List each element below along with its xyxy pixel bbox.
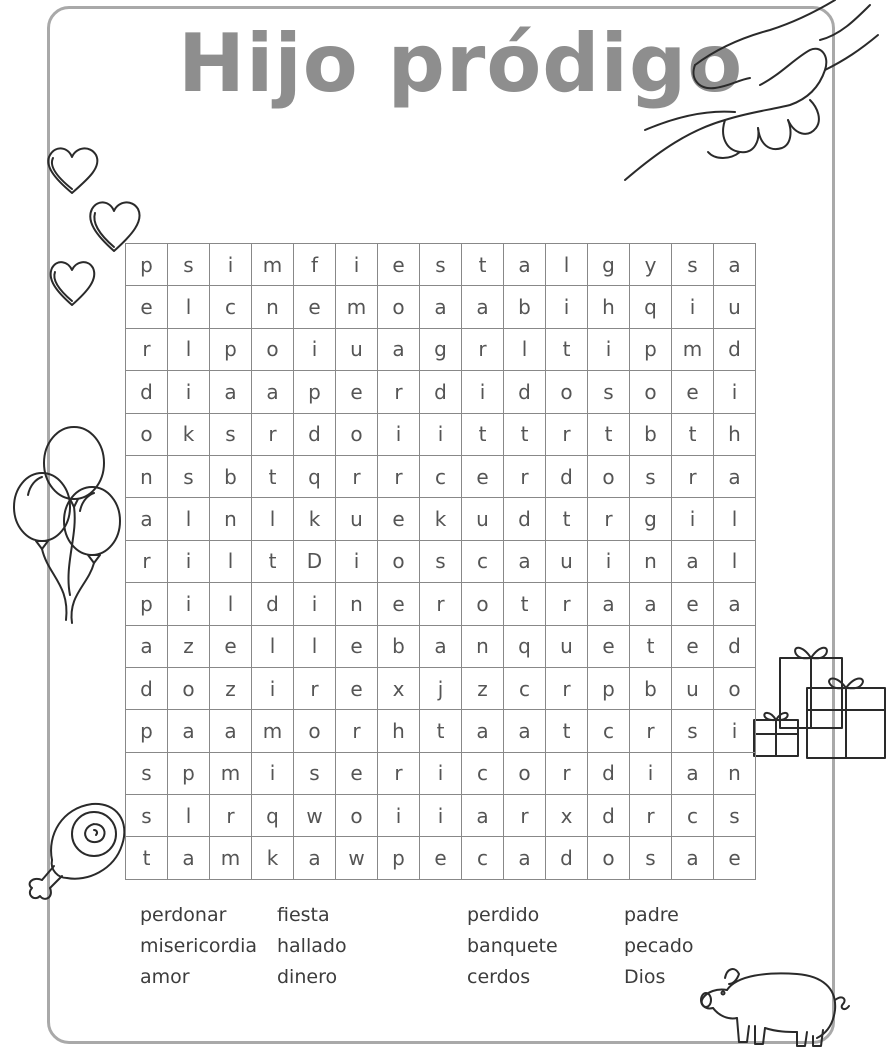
grid-cell: c (504, 668, 546, 710)
grid-cell: i (168, 371, 210, 413)
grid-cell: a (420, 626, 462, 668)
grid-cell: a (126, 498, 168, 540)
grid-cell: r (504, 456, 546, 498)
grid-cell: t (462, 244, 504, 286)
grid-cell: r (126, 329, 168, 371)
grid-cell: o (462, 583, 504, 625)
grid-cell: i (714, 710, 756, 752)
grid-cell: u (462, 498, 504, 540)
grid-cell: i (672, 498, 714, 540)
grid-cell: s (294, 753, 336, 795)
word-item: perdido (467, 904, 540, 926)
grid-cell: i (252, 753, 294, 795)
grid-cell: e (588, 626, 630, 668)
grid-cell: o (336, 795, 378, 837)
grid-cell: m (210, 837, 252, 879)
grid-cell: f (294, 244, 336, 286)
grid-cell: e (336, 626, 378, 668)
grid-cell: p (168, 753, 210, 795)
grid-cell: p (378, 837, 420, 879)
grid-cell: o (588, 837, 630, 879)
grid-cell: i (210, 244, 252, 286)
grid-cell: b (504, 286, 546, 328)
grid-cell: r (210, 795, 252, 837)
grid-cell: l (168, 286, 210, 328)
grid-cell: a (168, 710, 210, 752)
grid-cell: e (336, 668, 378, 710)
grid-cell: n (210, 498, 252, 540)
grid-cell: o (168, 668, 210, 710)
grid-cell: z (168, 626, 210, 668)
grid-cell: e (462, 456, 504, 498)
grid-cell: e (672, 626, 714, 668)
grid-cell: i (714, 371, 756, 413)
grid-cell: d (252, 583, 294, 625)
grid-cell: i (462, 371, 504, 413)
grid-cell: s (420, 244, 462, 286)
grid-cell: j (420, 668, 462, 710)
grid-cell: s (126, 795, 168, 837)
grid-cell: d (126, 371, 168, 413)
grid-cell: a (294, 837, 336, 879)
grid-cell: l (504, 329, 546, 371)
grid-cell: e (420, 837, 462, 879)
grid-cell: p (126, 244, 168, 286)
grid-cell: m (252, 710, 294, 752)
grid-cell: a (504, 837, 546, 879)
grid-cell: d (588, 795, 630, 837)
grid-cell: x (378, 668, 420, 710)
grid-cell: d (588, 753, 630, 795)
grid-cell: d (714, 329, 756, 371)
grid-cell: l (294, 626, 336, 668)
grid-cell: a (168, 837, 210, 879)
grid-cell: h (378, 710, 420, 752)
grid-cell: u (714, 286, 756, 328)
grid-cell: c (462, 753, 504, 795)
grid-cell: m (252, 244, 294, 286)
grid-cell: r (378, 456, 420, 498)
grid-cell: i (630, 753, 672, 795)
grid-cell: s (420, 541, 462, 583)
grid-cell: z (462, 668, 504, 710)
grid-cell: e (336, 371, 378, 413)
word-item: Dios (624, 966, 666, 988)
grid-cell: d (504, 371, 546, 413)
grid-cell: a (462, 795, 504, 837)
grid-cell: i (252, 668, 294, 710)
grid-cell: w (294, 795, 336, 837)
grid-cell: c (672, 795, 714, 837)
word-item: cerdos (467, 966, 531, 988)
grid-cell: e (378, 244, 420, 286)
grid-cell: l (252, 498, 294, 540)
grid-cell: q (630, 286, 672, 328)
grid-cell: a (210, 710, 252, 752)
grid-cell: b (630, 414, 672, 456)
grid-cell: t (126, 837, 168, 879)
grid-cell: r (378, 371, 420, 413)
grid-cell: l (714, 498, 756, 540)
grid-cell: u (546, 541, 588, 583)
grid-cell: o (504, 753, 546, 795)
grid-cell: i (588, 329, 630, 371)
grid-cell: n (462, 626, 504, 668)
grid-cell: t (252, 541, 294, 583)
grid-cell: x (546, 795, 588, 837)
grid-cell: s (672, 244, 714, 286)
grid-cell: n (714, 753, 756, 795)
grid-cell: p (126, 583, 168, 625)
grid-cell: t (420, 710, 462, 752)
word-column (140, 900, 257, 993)
grid-cell: q (294, 456, 336, 498)
word-list (140, 900, 740, 1000)
grid-cell: a (462, 710, 504, 752)
grid-cell: b (630, 668, 672, 710)
word-column (467, 900, 558, 993)
grid-cell: c (462, 541, 504, 583)
grid-cell: a (378, 329, 420, 371)
grid-cell: i (336, 541, 378, 583)
grid-cell: z (210, 668, 252, 710)
grid-cell: a (504, 541, 546, 583)
grid-cell: p (630, 329, 672, 371)
grid-cell: t (630, 626, 672, 668)
grid-cell: s (630, 456, 672, 498)
grid-cell: i (168, 583, 210, 625)
grid-cell: s (672, 710, 714, 752)
grid-cell: a (672, 753, 714, 795)
grid-cell: d (714, 626, 756, 668)
grid-cell: g (588, 244, 630, 286)
grid-cell: i (546, 286, 588, 328)
grid-cell: e (210, 626, 252, 668)
grid-cell: o (336, 414, 378, 456)
grid-cell: e (336, 753, 378, 795)
grid-cell: k (168, 414, 210, 456)
grid-cell: k (294, 498, 336, 540)
grid-cell: r (378, 753, 420, 795)
grid-cell: o (378, 541, 420, 583)
word-item: padre (624, 904, 679, 926)
grid-cell: i (378, 414, 420, 456)
grid-cell: u (546, 626, 588, 668)
word-item: dinero (277, 966, 338, 988)
grid-cell: a (252, 371, 294, 413)
grid-cell: o (714, 668, 756, 710)
grid-cell: i (588, 541, 630, 583)
grid-cell: r (630, 795, 672, 837)
word-item: misericordia (140, 935, 257, 957)
grid-cell: t (546, 498, 588, 540)
grid-cell: d (126, 668, 168, 710)
grid-cell: l (210, 541, 252, 583)
grid-cell: u (336, 498, 378, 540)
grid-cell: r (420, 583, 462, 625)
grid-cell: t (504, 583, 546, 625)
grid-cell: l (252, 626, 294, 668)
grid-cell: a (714, 244, 756, 286)
word-item: pecado (624, 935, 694, 957)
grid-cell: a (630, 583, 672, 625)
word-search-grid (125, 243, 756, 880)
grid-cell: l (210, 583, 252, 625)
grid-cell: r (336, 456, 378, 498)
grid-cell: t (546, 710, 588, 752)
grid-cell: t (672, 414, 714, 456)
grid-cell: l (168, 795, 210, 837)
word-column (624, 900, 694, 993)
grid-cell: r (252, 414, 294, 456)
grid-cell: a (714, 583, 756, 625)
grid-cell: o (588, 456, 630, 498)
page-title: Hijo pródigo (178, 17, 744, 110)
grid-cell: e (672, 583, 714, 625)
grid-cell: r (294, 668, 336, 710)
grid-cell: k (420, 498, 462, 540)
grid-cell: e (126, 286, 168, 328)
grid-cell: u (672, 668, 714, 710)
hands-icon (620, 0, 880, 190)
grid-cell: h (588, 286, 630, 328)
grid-cell: g (420, 329, 462, 371)
grid-cell: r (462, 329, 504, 371)
grid-cell: a (504, 244, 546, 286)
grid-cell: t (546, 329, 588, 371)
grid-cell: a (672, 837, 714, 879)
grid-cell: s (630, 837, 672, 879)
grid-cell: e (294, 286, 336, 328)
grid-cell: d (504, 498, 546, 540)
grid-cell: a (504, 710, 546, 752)
grid-cell: s (126, 753, 168, 795)
grid-cell: s (714, 795, 756, 837)
grid-cell: b (210, 456, 252, 498)
balloons-icon (8, 425, 128, 625)
grid-cell: a (672, 541, 714, 583)
grid-cell: i (168, 541, 210, 583)
grid-cell: m (672, 329, 714, 371)
grid-cell: e (714, 837, 756, 879)
grid-cell: r (546, 668, 588, 710)
grid-cell: r (672, 456, 714, 498)
ham-icon (22, 800, 132, 905)
grid-cell: m (336, 286, 378, 328)
grid-cell: l (714, 541, 756, 583)
grid-cell: s (210, 414, 252, 456)
grid-cell: o (126, 414, 168, 456)
grid-cell: c (588, 710, 630, 752)
grid-cell: l (168, 498, 210, 540)
grid-cell: o (252, 329, 294, 371)
grid-cell: a (210, 371, 252, 413)
gifts-icon (752, 638, 886, 763)
grid-cell: a (462, 286, 504, 328)
grid-cell: r (336, 710, 378, 752)
grid-cell: d (420, 371, 462, 413)
grid-cell: l (168, 329, 210, 371)
grid-cell: y (630, 244, 672, 286)
grid-cell: s (168, 244, 210, 286)
grid-cell: e (378, 498, 420, 540)
grid-cell: p (294, 371, 336, 413)
word-item: amor (140, 966, 190, 988)
grid-cell: s (168, 456, 210, 498)
grid-cell: i (378, 795, 420, 837)
grid-cell: e (378, 583, 420, 625)
grid-cell: d (294, 414, 336, 456)
grid-cell: t (252, 456, 294, 498)
grid-cell: a (714, 456, 756, 498)
grid-cell: s (588, 371, 630, 413)
grid-cell: p (126, 710, 168, 752)
grid-cell: r (126, 541, 168, 583)
grid-cell: d (546, 456, 588, 498)
grid-cell: t (504, 414, 546, 456)
grid-cell: a (126, 626, 168, 668)
grid-cell: r (504, 795, 546, 837)
grid-cell: u (336, 329, 378, 371)
word-item: perdonar (140, 904, 227, 926)
grid-cell: r (630, 710, 672, 752)
grid-cell: p (588, 668, 630, 710)
grid-cell: i (294, 583, 336, 625)
grid-cell: a (420, 286, 462, 328)
grid-cell: p (210, 329, 252, 371)
grid-cell: i (336, 244, 378, 286)
grid-cell: i (420, 414, 462, 456)
grid-cell: r (588, 498, 630, 540)
grid-cell: t (462, 414, 504, 456)
word-item: hallado (277, 935, 347, 957)
grid-cell: i (294, 329, 336, 371)
grid-cell: c (420, 456, 462, 498)
grid-cell: a (588, 583, 630, 625)
grid-cell: n (126, 456, 168, 498)
grid-cell: w (336, 837, 378, 879)
grid-cell: h (714, 414, 756, 456)
grid-cell: n (630, 541, 672, 583)
grid-cell: o (546, 371, 588, 413)
grid-cell: o (378, 286, 420, 328)
grid-cell: D (294, 541, 336, 583)
grid-cell: b (378, 626, 420, 668)
grid-cell: i (672, 286, 714, 328)
grid-cell: n (252, 286, 294, 328)
grid-cell: r (546, 583, 588, 625)
word-item: banquete (467, 935, 558, 957)
grid-cell: e (672, 371, 714, 413)
word-column (277, 900, 347, 993)
grid-cell: c (210, 286, 252, 328)
grid-cell: n (336, 583, 378, 625)
word-item: fiesta (277, 904, 330, 926)
grid-cell: m (210, 753, 252, 795)
grid-cell: o (630, 371, 672, 413)
grid-cell: k (252, 837, 294, 879)
grid-cell: o (294, 710, 336, 752)
grid-cell: g (630, 498, 672, 540)
grid-cell: r (546, 753, 588, 795)
grid-cell: t (588, 414, 630, 456)
grid-cell: d (546, 837, 588, 879)
grid-cell: i (420, 795, 462, 837)
grid-cell: i (420, 753, 462, 795)
grid-cell: l (546, 244, 588, 286)
grid-cell: q (252, 795, 294, 837)
grid-cell: c (462, 837, 504, 879)
grid-cell: r (546, 414, 588, 456)
grid-cell: q (504, 626, 546, 668)
